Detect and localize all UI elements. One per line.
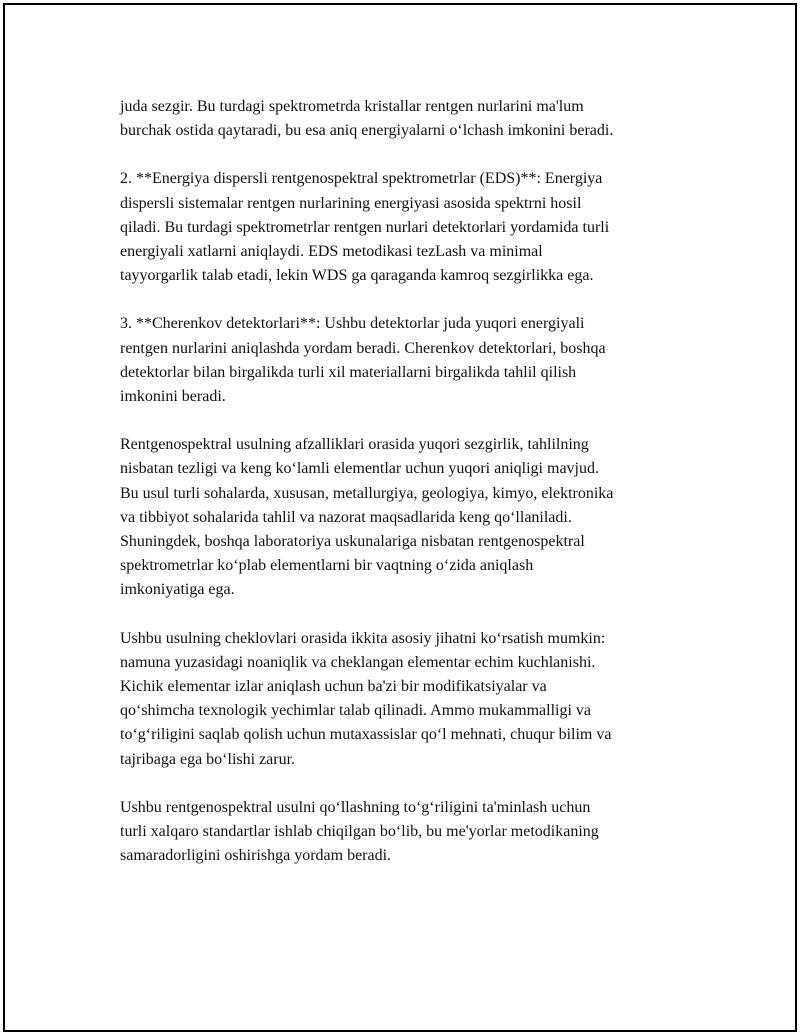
- text-line: toʻgʻriligini saqlab qolish uchun mutaxassislar qoʻl mehnati, chuqur bilim va: [120, 726, 612, 744]
- paragraph-eds: [120, 167, 700, 288]
- paragraph-cherenkov: [120, 312, 700, 409]
- document-page: [3, 3, 797, 1032]
- text-line: tayyorgarlik talab etadi, lekin WDS ga qaraganda kamroq sezgirlikka ega.: [120, 267, 594, 285]
- text-line: qoʻshimcha texnologik yechimlar talab qilinadi. Ammo mukammalligi va: [120, 702, 592, 720]
- text-line: Bu usul turli sohalarda, xususan, metallurgiya, geologiya, kimyo, elektronika: [120, 484, 614, 502]
- text-line: va tibbiyot sohalarida tahlil va nazorat maqsadlarida keng qoʻllaniladi.: [120, 508, 572, 526]
- text-line: Kichik elementar izlar aniqlash uchun ba'zi bir modifikatsiyalar va: [120, 678, 547, 696]
- text-line: nisbatan tezligi va keng koʻlamli elementlar uchun yuqori aniqligi mavjud.: [120, 460, 599, 478]
- text-line: tajribaga ega boʻlishi zarur.: [120, 750, 296, 768]
- text-line: Ushbu usulning cheklovlari orasida ikkita asosiy jihatni koʻrsatish mumkin:: [120, 629, 606, 647]
- text-line: juda sezgir. Bu turdagi spektrometrda kristallar rentgen nurlarini ma'lum: [120, 98, 584, 115]
- text-line: energiyali xatlarni aniqlaydi. EDS metodikasi tezLash va minimal: [120, 243, 543, 261]
- paragraph-advantages: [120, 433, 700, 602]
- text-line: rentgen nurlarini aniqlashda yordam beradi. Cherenkov detektorlari, boshqa: [120, 339, 606, 357]
- paragraph-standards: [120, 796, 700, 869]
- text-line: qiladi. Bu turdagi spektrometrlar rentgen nurlari detektorlari yordamida turli: [120, 218, 610, 236]
- text-line: namuna yuzasidagi noaniqlik va cheklangan elementar echim kuchlanishi.: [120, 653, 596, 671]
- text-line: Rentgenospektral usulning afzalliklari orasida yuqori sezgirlik, tahlilning: [120, 436, 589, 454]
- text-line: imkoniyatiga ega.: [120, 581, 235, 599]
- paragraph-limitations: [120, 627, 700, 772]
- text-line: 3. **Cherenkov detektorlari**: Ushbu detektorlar juda yuqori energiyali: [120, 315, 585, 333]
- text-line: turli xalqaro standartlar ishlab chiqilgan boʻlib, bu me'yorlar metodikaning: [120, 823, 599, 841]
- text-line: Shuningdek, boshqa laboratoriya uskunalariga nisbatan rentgenospektral: [120, 533, 585, 551]
- text-line: spektrometrlar koʻplab elementlarni bir vaqtning oʻzida aniqlash: [120, 557, 534, 575]
- text-line: detektorlar bilan birgalikda turli xil materiallarni birgalikda tahlil qilish: [120, 363, 577, 381]
- paragraph-spectrometer-crystals: [120, 95, 700, 143]
- text-line: 2. **Energiya dispersli rentgenospektral spektrometrlar (EDS)**: Energiya: [120, 170, 603, 188]
- text-line: samaradorligini oshirishga yordam beradi.: [120, 847, 392, 865]
- text-line: imkonini beradi.: [120, 388, 226, 406]
- text-line: Ushbu rentgenospektral usulni qoʻllashning toʻgʻriligini ta'minlash uchun: [120, 798, 591, 816]
- text-line: dispersli sistemalar rentgen nurlarining energiyasi asosida spektrni hosil: [120, 194, 582, 212]
- text-line: burchak ostida qaytaradi, bu esa aniq energiyalarni oʻlchash imkonini beradi.: [120, 122, 614, 140]
- document-body: [120, 95, 700, 892]
